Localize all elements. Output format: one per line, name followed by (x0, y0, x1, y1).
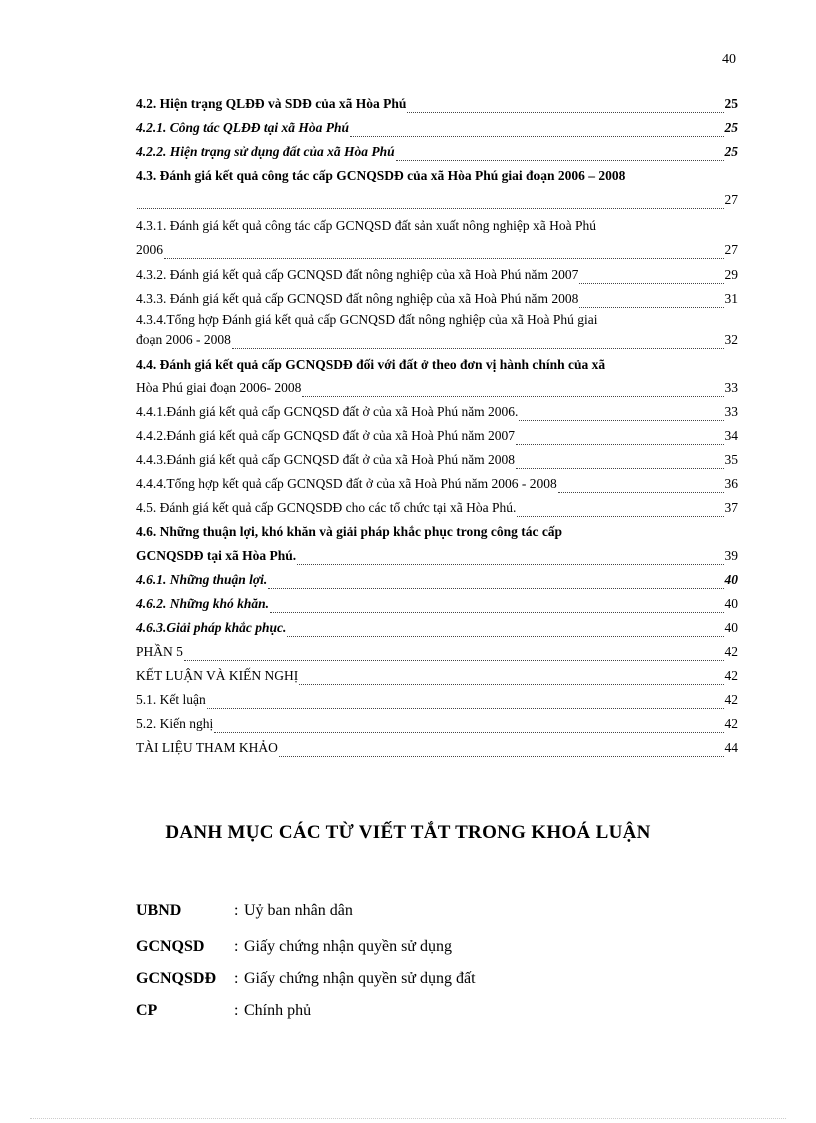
abbreviation-meaning: Giấy chứng nhận quyền sử dụng đất (244, 970, 476, 987)
toc-entry-title: 5.2. Kiến nghị (136, 716, 214, 731)
toc-entry-title-cont: Hòa Phú giai đoạn 2006- 2008 (136, 380, 302, 395)
toc-leader (184, 647, 724, 661)
toc-entry-title: 4.5. Đánh giá kết quả cấp GCNQSDĐ cho các tổ chức tại xã Hòa Phú. (136, 500, 517, 515)
toc-entry-title: 4.2.1. Công tác QLĐĐ tại xã Hòa Phú (136, 120, 350, 135)
toc-entry-page: 42 (724, 716, 738, 731)
toc-entry[interactable] (136, 379, 738, 397)
toc-leader (214, 719, 723, 733)
abbreviation-colon: : (234, 970, 239, 987)
toc-entry-title: KẾT LUẬN VÀ KIẾN NGHỊ (136, 668, 299, 683)
abbreviation-colon: : (234, 1002, 239, 1019)
abbreviation-colon: : (234, 902, 239, 919)
abbreviation-meaning: Uỷ ban nhân dân (244, 902, 353, 919)
toc-entry-page: 42 (724, 644, 738, 659)
toc-entry[interactable] (136, 643, 738, 661)
toc-entry-page: 42 (724, 692, 738, 707)
toc-entry-title: 4.3.3. Đánh giá kết quả cấp GCNQSD đất nông nghiệp của xã Hoà Phú năm 2008 (136, 291, 579, 306)
toc-entry-title[interactable]: 4.3.1. Đánh giá kết quả công tác cấp GCNQSD đất sản xuất nông nghiệp xã Hoà Phú (136, 218, 597, 233)
toc-leader (579, 270, 723, 284)
toc-leader (207, 695, 724, 709)
toc-entry[interactable] (136, 595, 738, 613)
toc-entry-page: 32 (724, 332, 738, 347)
toc-entry-page: 27 (724, 242, 738, 257)
toc-leader (350, 123, 723, 137)
toc-leader (164, 245, 724, 259)
toc-entry-page: 31 (724, 291, 738, 306)
toc-leader (516, 431, 723, 445)
toc-leader (579, 294, 723, 308)
toc-entry-page: 35 (724, 452, 738, 467)
toc-entry-title: 4.4.1.Đánh giá kết quả cấp GCNQSD đất ở của xã Hoà Phú năm 2006. (136, 404, 519, 419)
abbreviation-term: GCNQSD (136, 938, 205, 955)
toc-entry[interactable] (136, 739, 738, 757)
toc-entry-title[interactable]: 4.3. Đánh giá kết quả công tác cấp GCNQSDĐ của xã Hòa Phú giai đoạn 2006 – 2008 (136, 168, 626, 183)
toc-entry-page: 33 (724, 404, 738, 419)
toc-entry-title: 4.6.3.Giải pháp khắc phục. (136, 620, 287, 635)
toc-entry[interactable] (136, 403, 738, 421)
toc-entry[interactable] (136, 95, 738, 113)
toc-leader (302, 383, 723, 397)
toc-entry[interactable] (136, 715, 738, 733)
toc-entry-title: 5.1. Kết luận (136, 692, 206, 707)
toc-entry-title: 4.3.2. Đánh giá kết quả cấp GCNQSD đất nông nghiệp của xã Hoà Phú năm 2007 (136, 267, 579, 282)
toc-entry[interactable] (136, 241, 738, 259)
toc-leader (299, 671, 723, 685)
toc-entry[interactable] (136, 451, 738, 469)
toc-entry-page: 33 (724, 380, 738, 395)
abbreviation-colon: : (234, 938, 239, 955)
toc-entry-page: 29 (724, 267, 738, 282)
toc-entry[interactable] (136, 191, 738, 209)
toc-leader (396, 147, 724, 161)
toc-leader (519, 407, 723, 421)
toc-entry[interactable] (136, 667, 738, 685)
toc-entry-page: 42 (724, 668, 738, 683)
toc-entry[interactable] (136, 427, 738, 445)
toc-entry-title: 4.4.2.Đánh giá kết quả cấp GCNQSD đất ở của xã Hoà Phú năm 2007 (136, 428, 516, 443)
abbreviation-entry (136, 900, 353, 922)
toc-leader (270, 599, 723, 613)
abbreviation-term: UBND (136, 902, 182, 919)
toc-leader (287, 623, 723, 637)
abbreviation-entry (136, 968, 476, 990)
toc-leader (407, 99, 723, 113)
toc-leader (279, 743, 724, 757)
toc-entry-title: 4.2. Hiện trạng QLĐĐ và SDĐ của xã Hòa Phú (136, 96, 407, 111)
toc-entry-page: 40 (724, 596, 738, 611)
toc-entry-page: 27 (724, 192, 738, 207)
toc-leader (297, 551, 723, 565)
toc-entry-title: 4.6.1. Những thuận lợi. (136, 572, 268, 587)
toc-entry-title: TÀI LIỆU THAM KHẢO (136, 740, 278, 755)
abbreviation-meaning: Chính phủ (244, 1002, 312, 1019)
toc-entry-page: 36 (724, 476, 738, 491)
toc-entry-title: 4.4.4.Tổng hợp kết quả cấp GCNQSD đất ở của xã Hoà Phú năm 2006 - 2008 (136, 476, 557, 491)
abbreviation-meaning: Giấy chứng nhận quyền sử dụng (244, 938, 452, 955)
toc-leader (516, 455, 723, 469)
toc-entry-title[interactable]: 4.6. Những thuận lợi, khó khăn và giải pháp khắc phục trong công tác cấp (136, 524, 563, 539)
toc-entry-page: 39 (724, 548, 738, 563)
toc-entry[interactable] (136, 266, 738, 284)
toc-entry[interactable] (136, 571, 738, 589)
abbreviation-entry (136, 1000, 311, 1022)
toc-entry-title: 4.2.2. Hiện trạng sử dụng đất của xã Hòa Phú (136, 144, 395, 159)
toc-entry-title-cont: GCNQSDĐ tại xã Hòa Phú. (136, 548, 297, 563)
toc-entry[interactable] (136, 691, 738, 709)
toc-entry-page: 34 (724, 428, 738, 443)
toc-entry-page: 25 (724, 144, 738, 159)
toc-entry-page: 40 (724, 620, 738, 635)
toc-entry-title-cont: 2006 (136, 242, 163, 257)
page-number: 40 (722, 52, 736, 67)
toc-entry-title: 4.6.2. Những khó khăn. (136, 596, 270, 611)
toc-entry[interactable] (136, 547, 738, 565)
toc-entry[interactable] (136, 475, 738, 493)
toc-entry[interactable] (136, 619, 738, 637)
toc-entry-title: 4.4.3.Đánh giá kết quả cấp GCNQSD đất ở của xã Hoà Phú năm 2008 (136, 452, 516, 467)
toc-entry-title[interactable]: 4.4. Đánh giá kết quả cấp GCNQSDĐ đối với đất ở theo đơn vị hành chính của xã (136, 357, 606, 372)
toc-entry-title-cont: đoạn 2006 - 2008 (136, 332, 231, 347)
abbreviation-term: CP (136, 1002, 158, 1019)
page-bottom-divider (30, 1118, 786, 1119)
toc-leader (517, 503, 723, 517)
toc-entry-page: 44 (724, 740, 738, 755)
toc-entry-page: 25 (724, 96, 738, 111)
toc-entry-page: 40 (724, 572, 738, 587)
toc-entry[interactable] (136, 331, 738, 349)
toc-entry-title[interactable]: 4.3.4.Tổng hợp Đánh giá kết quả cấp GCNQSD đất nông nghiệp của xã Hoà Phú giai (136, 312, 598, 327)
toc-entry[interactable] (136, 143, 738, 161)
toc-entry-page: 25 (724, 120, 738, 135)
toc-leader (232, 335, 724, 349)
abbreviation-entry (136, 936, 452, 958)
toc-leader (558, 479, 724, 493)
toc-entry-page: 37 (724, 500, 738, 515)
toc-leader (137, 195, 724, 209)
toc-entry-title: PHẦN 5 (136, 644, 183, 659)
abbreviation-term: GCNQSDĐ (136, 970, 217, 987)
toc-entry[interactable] (136, 499, 738, 517)
abbreviations-heading: DANH MỤC CÁC TỪ VIẾT TẮT TRONG KHOÁ LUẬN (165, 822, 651, 843)
toc-leader (268, 575, 723, 589)
toc-entry[interactable] (136, 290, 738, 308)
toc-entry[interactable] (136, 119, 738, 137)
